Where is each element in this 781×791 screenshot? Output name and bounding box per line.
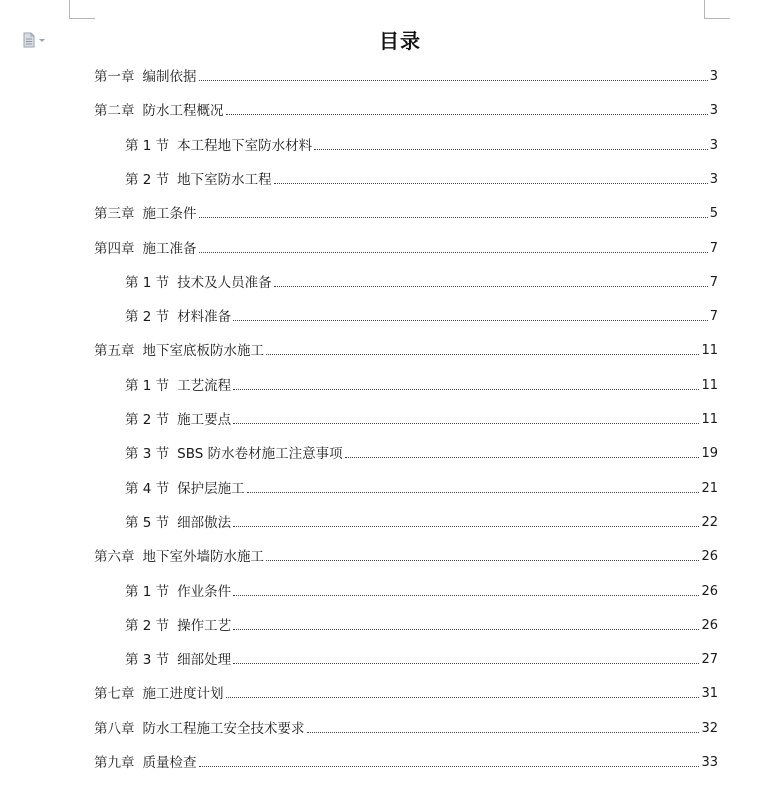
- toc-page-number: 26: [701, 583, 718, 599]
- toc-dot-leader: [233, 594, 699, 596]
- toc-entry-label: 质量检查: [142, 755, 197, 771]
- toc-chapter-entry[interactable]: [94, 64, 718, 86]
- crop-mark-top-left: [69, 18, 95, 19]
- toc-page-number: 3: [709, 69, 718, 84]
- toc-entry-label: SBS 防水卷材施工注意事项: [177, 446, 343, 463]
- toc-entry-label: 材料准备: [177, 309, 232, 326]
- toc-entry-number: 第 1 节: [125, 274, 170, 291]
- toc-entry-label: 本工程地下室防水材料: [177, 137, 313, 154]
- toc-page-number: 11: [701, 412, 718, 427]
- toc-dot-leader: [345, 456, 700, 458]
- toc-entry-label: 地下室外墙防水施工: [142, 549, 264, 566]
- toc-dot-leader: [307, 731, 700, 733]
- toc-chapter-entry[interactable]: [94, 544, 718, 566]
- toc-dot-leader: [233, 525, 699, 527]
- toc-entry-label: 工艺流程: [177, 377, 232, 394]
- toc-section-entry[interactable]: [125, 270, 718, 292]
- toc-section-entry[interactable]: [125, 304, 718, 326]
- toc-page-number: 7: [709, 274, 718, 290]
- toc-section-entry[interactable]: [125, 510, 718, 532]
- toc-dot-leader: [233, 662, 699, 664]
- toc-entry-number: 第九章: [94, 755, 135, 771]
- toc-dot-leader: [226, 113, 708, 115]
- toc-dot-leader: [199, 79, 708, 81]
- toc-section-entry[interactable]: [125, 647, 718, 669]
- toc-chapter-entry[interactable]: [94, 201, 718, 223]
- toc-entry-label: 施工进度计划: [142, 686, 224, 703]
- toc-page-number: 32: [701, 720, 718, 736]
- crop-mark-top-right: [704, 18, 730, 19]
- toc-page-number: 27: [701, 652, 718, 668]
- toc-entry-label: 防水工程概况: [142, 103, 224, 120]
- toc-entry-number: 第一章: [94, 69, 135, 85]
- toc-page-number: 31: [701, 686, 718, 702]
- toc-dot-leader: [233, 319, 708, 321]
- toc-dot-leader: [233, 628, 699, 630]
- toc-page-number: 21: [701, 480, 718, 496]
- toc-entry-number: 第 1 节: [125, 377, 170, 394]
- toc-entry-number: 第四章: [94, 240, 135, 257]
- toc-section-entry[interactable]: [125, 476, 718, 498]
- toc-entry-label: 操作工艺: [177, 617, 232, 634]
- toc-entry-number: 第 3 节: [125, 652, 170, 669]
- crop-mark-top-left: [69, 0, 70, 18]
- toc-entry-label: 细部处理: [177, 652, 232, 669]
- toc-entry-number: 第 2 节: [125, 171, 170, 188]
- toc-entry-label: 施工条件: [142, 206, 197, 223]
- toc-page-number: 5: [709, 206, 718, 222]
- toc-entry-number: 第 2 节: [125, 617, 170, 634]
- toc-chapter-entry[interactable]: [94, 98, 718, 120]
- crop-mark-top-right: [704, 0, 705, 18]
- toc-page-number: 22: [701, 514, 718, 530]
- toc-section-entry[interactable]: [125, 373, 718, 395]
- toc-entry-label: 作业条件: [177, 583, 232, 600]
- toc-entry-number: 第 2 节: [125, 412, 170, 428]
- toc-entry-label: 地下室防水工程: [177, 171, 272, 188]
- toc-page-number: 7: [709, 240, 718, 256]
- toc-dot-leader: [226, 696, 700, 698]
- toc-entry-label: 施工准备: [142, 240, 197, 257]
- toc-entry-number: 第二章: [94, 103, 135, 120]
- toc-dot-leader: [266, 353, 699, 355]
- toc-entry-number: 第五章: [94, 343, 135, 360]
- toc-chapter-entry[interactable]: [94, 716, 718, 738]
- toc-section-entry[interactable]: [125, 613, 718, 635]
- toc-entry-number: 第六章: [94, 549, 135, 566]
- toc-dot-leader: [266, 559, 699, 561]
- toc-entry-label: 保护层施工: [177, 480, 245, 497]
- toc-page-number: 19: [701, 446, 718, 462]
- toc-dot-leader: [274, 182, 708, 184]
- toc-page-number: 11: [701, 343, 718, 359]
- toc-dot-leader: [233, 422, 699, 424]
- toc-page-number: 7: [709, 309, 718, 325]
- toc-chapter-entry[interactable]: [94, 338, 718, 360]
- toc-page-number: 26: [701, 617, 718, 633]
- toc-entry-number: 第七章: [94, 686, 135, 703]
- toc-entry-number: 第 2 节: [125, 309, 170, 326]
- toc-page-number: 11: [701, 377, 718, 393]
- toc-chapter-entry[interactable]: [94, 236, 718, 258]
- toc-section-entry[interactable]: [125, 133, 718, 155]
- toc-chapter-entry[interactable]: [94, 681, 718, 703]
- toc-entry-label: 编制依据: [142, 69, 197, 85]
- toc-page-number: 3: [709, 171, 718, 187]
- toc-section-entry[interactable]: [125, 407, 718, 429]
- toc-dot-leader: [247, 491, 700, 493]
- toc-page-number: 3: [709, 103, 718, 119]
- toc-entry-label: 地下室底板防水施工: [142, 343, 264, 360]
- toc-section-entry[interactable]: [125, 579, 718, 601]
- toc-entry-number: 第 4 节: [125, 480, 170, 497]
- toc-dot-leader: [199, 765, 700, 767]
- toc-dot-leader: [199, 216, 708, 218]
- toc-entry-number: 第 3 节: [125, 446, 170, 463]
- toc-entry-number: 第 1 节: [125, 583, 170, 600]
- toc-entry-label: 防水工程施工安全技术要求: [142, 720, 305, 737]
- page-title: 目录: [379, 29, 421, 53]
- toc-chapter-entry[interactable]: [94, 750, 718, 772]
- toc-entry-number: 第八章: [94, 720, 135, 737]
- toc-entry-number: 第 5 节: [125, 514, 170, 531]
- toc-page-number: 26: [701, 549, 718, 565]
- toc-dot-leader: [314, 148, 708, 150]
- toc-entry-label: 技术及人员准备: [177, 274, 272, 291]
- toc-page-number: 3: [709, 137, 718, 153]
- toc-dot-leader: [233, 388, 699, 390]
- toc-dot-leader: [199, 251, 708, 253]
- toc-section-entry[interactable]: [125, 167, 718, 189]
- toc-entry-number: 第三章: [94, 206, 135, 223]
- toc-entry-label: 施工要点: [177, 412, 232, 428]
- toc-dot-leader: [274, 285, 708, 287]
- toc-entry-number: 第 1 节: [125, 137, 170, 154]
- toc-page-number: 33: [701, 755, 718, 770]
- toc-entry-label: 细部傲法: [177, 514, 232, 531]
- toc-section-entry[interactable]: [125, 441, 718, 463]
